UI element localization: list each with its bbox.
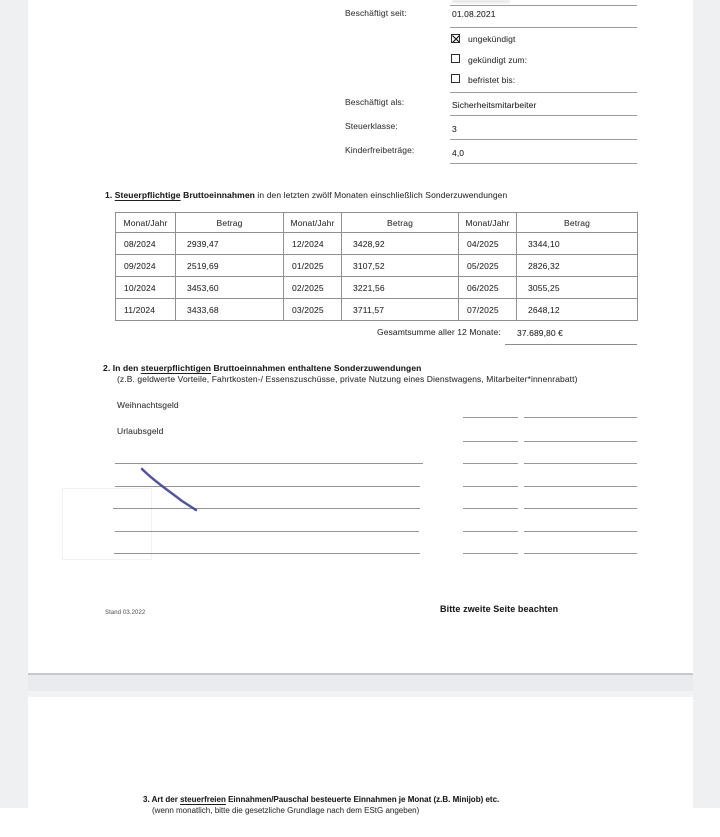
amount-cell: 2519,69 [176, 255, 284, 277]
fill-line [463, 508, 518, 509]
col-header: Monat/Jahr [284, 213, 342, 233]
month-cell: 12/2024 [284, 233, 342, 255]
amount-cell: 3428,92 [342, 233, 459, 255]
section1-title-bold: Bruttoeinnahmen [183, 190, 255, 200]
employed-since-label: Beschäftigt seit: [345, 8, 407, 18]
amount-cell: 2826,32 [517, 255, 638, 277]
section2-subtitle: (z.B. geldwerte Vorteile, Fahrtkosten-/ Essenszuschüsse, private Nutzung eines Dienstwagens, Mitarbeiter*innenrabatt) [117, 374, 578, 384]
total-label: Gesamtsumme aller 12 Monate: [377, 327, 501, 337]
month-cell: 08/2024 [116, 233, 176, 255]
table-row [116, 277, 638, 299]
total-value: 37.689,80 € [517, 328, 564, 338]
employed-since-value: 01.08.2021 [452, 9, 496, 19]
field-underline [450, 139, 637, 140]
x-mark-icon [451, 34, 461, 44]
checkbox-befristet-bis [451, 74, 460, 83]
total-underline [505, 344, 637, 345]
table-row [116, 255, 638, 277]
field-underline [450, 92, 637, 93]
section3-underlined: steuerfreien [180, 795, 226, 804]
item-urlaubsgeld: Urlaubsgeld [117, 426, 164, 436]
section2-title-underlined: steuerpflichtigen [140, 363, 212, 373]
page-gap [28, 675, 693, 691]
month-cell: 01/2025 [284, 255, 342, 277]
fill-line [463, 531, 518, 532]
amount-cell: 2648,12 [517, 299, 638, 321]
section1-title-underlined: Steuerpflichtige [114, 190, 181, 200]
field-underline [450, 163, 637, 164]
section3-heading [143, 795, 499, 804]
month-cell: 05/2025 [459, 255, 517, 277]
section1-heading [105, 190, 507, 200]
section2-title-post: Bruttoeinnahmen enthaltene Sonderzuwendungen [213, 363, 422, 373]
month-cell: 10/2024 [116, 277, 176, 299]
fill-line [463, 441, 518, 442]
month-cell: 04/2025 [459, 233, 517, 255]
amount-cell: 3344,10 [517, 233, 638, 255]
field-underline [450, 115, 637, 116]
table-header-row [116, 213, 638, 233]
fill-line [524, 441, 637, 442]
section3-post: Einnahmen/Pauschal besteuerte Einnahmen je Monat (z.B. Minijob) etc. [228, 795, 500, 804]
section2-heading [103, 363, 421, 373]
tax-class-value: 3 [452, 124, 457, 134]
section2-number: 2. [103, 363, 111, 373]
amount-cell: 3453,60 [176, 277, 284, 299]
table-row [116, 299, 638, 321]
second-page-note: Bitte zweite Seite beachten [440, 604, 559, 614]
section1-title-rest: in den letzten zwölf Monaten einschließlich Sonderzuwendungen [257, 190, 508, 200]
fill-line [463, 486, 518, 487]
checkbox-gekuendigt-zum [451, 54, 460, 63]
field-underline [450, 5, 637, 6]
stand-note: Stand 03.2022 [105, 610, 146, 616]
table-row [116, 233, 638, 255]
month-cell: 06/2025 [459, 277, 517, 299]
col-header: Monat/Jahr [116, 213, 176, 233]
fill-line [524, 553, 637, 554]
amount-cell: 2939,47 [176, 233, 284, 255]
col-header: Betrag [342, 213, 459, 233]
col-header: Betrag [176, 213, 284, 233]
fill-line [524, 486, 637, 487]
pen-stroke [135, 462, 207, 516]
section2-title-pre: In den [112, 363, 139, 373]
fill-line [463, 417, 518, 418]
earnings-table [115, 212, 638, 321]
fill-line [463, 553, 518, 554]
month-cell: 09/2024 [116, 255, 176, 277]
section3-subtitle: (wenn monatlich, bitte die gesetzliche Grundlage nach dem EStG angeben) [152, 806, 420, 815]
child-allowance-label: Kinderfreibeträge: [345, 145, 415, 155]
employed-as-value: Sicherheitsmitarbeiter [452, 100, 537, 110]
amount-cell: 3055,25 [517, 277, 638, 299]
checkbox-label-gekuendigt-zum: gekündigt zum: [468, 55, 528, 65]
section1-number: 1. [105, 190, 113, 200]
item-weihnachtsgeld: Weihnachtsgeld [117, 400, 179, 410]
fill-line [115, 531, 419, 532]
child-allowance-value: 4,0 [452, 148, 465, 158]
tax-class-label: Steuerklasse: [345, 121, 398, 131]
employed-as-label: Beschäftigt als: [345, 97, 405, 107]
fill-line [463, 463, 518, 464]
amount-cell: 3433,68 [176, 299, 284, 321]
fill-line [524, 417, 637, 418]
month-cell: 11/2024 [116, 299, 176, 321]
month-cell: 07/2025 [459, 299, 517, 321]
amount-cell: 3221,56 [342, 277, 459, 299]
cutoff-text-fragment [452, 0, 510, 3]
checkbox-label-ungekuendigt: ungekündigt [468, 34, 516, 44]
section3-pre: 3. Art der [143, 795, 178, 804]
document-page-2 [28, 697, 693, 837]
amount-cell: 3107,52 [342, 255, 459, 277]
fill-line [524, 463, 637, 464]
amount-cell: 3711,57 [342, 299, 459, 321]
month-cell: 03/2025 [284, 299, 342, 321]
checkbox-ungekuendigt [451, 34, 460, 43]
col-header: Monat/Jahr [459, 213, 517, 233]
fill-line [114, 553, 420, 554]
checkbox-label-befristet-bis: befristet bis: [468, 75, 516, 85]
col-header: Betrag [517, 213, 638, 233]
field-underline [450, 27, 637, 28]
fill-line [524, 531, 637, 532]
month-cell: 02/2025 [284, 277, 342, 299]
fill-line [524, 508, 637, 509]
